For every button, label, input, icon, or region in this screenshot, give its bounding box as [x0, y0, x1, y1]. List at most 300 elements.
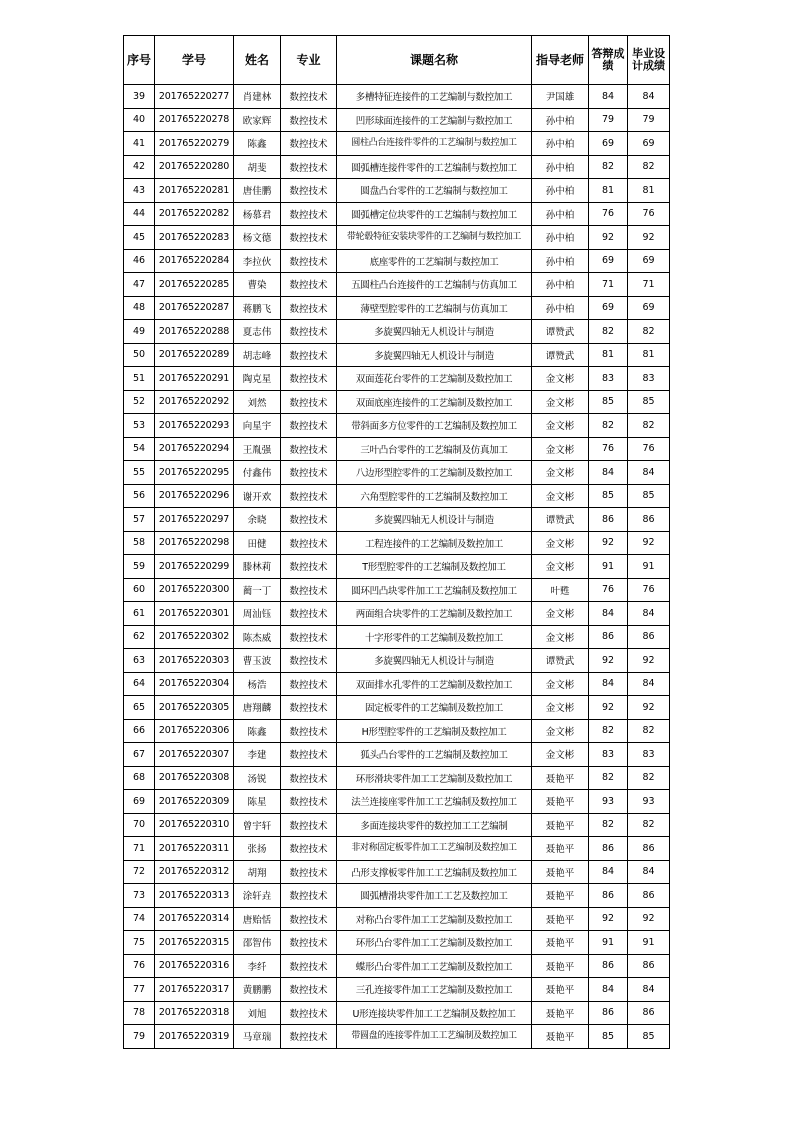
cell-student-id: 201765220283: [155, 226, 234, 250]
table-row: [124, 719, 670, 743]
cell-topic: 多旋翼四轴无人机设计与制造: [337, 343, 532, 367]
table-row: [124, 672, 670, 696]
cell-advisor: 孙中柏: [532, 249, 589, 273]
cell-design-score: 92: [628, 649, 670, 673]
cell-defense-score: 82: [589, 414, 628, 438]
cell-major: 数控技术: [281, 414, 337, 438]
cell-advisor: 谭赞武: [532, 343, 589, 367]
cell-defense-score: 86: [589, 954, 628, 978]
cell-topic: 带轮毂特征安装块零件的工艺编制与数控加工: [337, 226, 532, 250]
cell-major: 数控技术: [281, 273, 337, 297]
cell-topic: 底座零件的工艺编制与数控加工: [337, 249, 532, 273]
cell-name: 杨文德: [234, 226, 281, 250]
cell-name: 蒋鹏飞: [234, 296, 281, 320]
cell-no: 73: [124, 884, 155, 908]
cell-advisor: 孙中柏: [532, 155, 589, 179]
cell-defense-score: 83: [589, 367, 628, 391]
cell-advisor: 聂艳平: [532, 860, 589, 884]
cell-major: 数控技术: [281, 108, 337, 132]
cell-major: 数控技术: [281, 1001, 337, 1025]
table-body: [124, 85, 670, 1049]
cell-design-score: 84: [628, 85, 670, 109]
cell-name: 陈星: [234, 790, 281, 814]
header-student-id: 学号: [155, 36, 234, 85]
cell-advisor: 孙中柏: [532, 202, 589, 226]
cell-topic: 多旋翼四轴无人机设计与制造: [337, 649, 532, 673]
cell-no: 68: [124, 766, 155, 790]
cell-topic: 法兰连接座零件加工工艺编制及数控加工: [337, 790, 532, 814]
cell-design-score: 86: [628, 837, 670, 861]
cell-name: 肖建林: [234, 85, 281, 109]
cell-name: 胡翔: [234, 860, 281, 884]
table-row: [124, 790, 670, 814]
cell-design-score: 76: [628, 578, 670, 602]
cell-name: 黄鹏鹏: [234, 978, 281, 1002]
cell-student-id: 201765220304: [155, 672, 234, 696]
cell-defense-score: 82: [589, 766, 628, 790]
cell-student-id: 201765220313: [155, 884, 234, 908]
cell-major: 数控技术: [281, 1025, 337, 1049]
cell-advisor: 聂艳平: [532, 766, 589, 790]
cell-defense-score: 84: [589, 860, 628, 884]
cell-advisor: 聂艳平: [532, 1025, 589, 1049]
cell-student-id: 201765220278: [155, 108, 234, 132]
cell-major: 数控技术: [281, 954, 337, 978]
cell-topic: 三孔连接零件加工工艺编制及数控加工: [337, 978, 532, 1002]
cell-topic: 环形滑块零件加工工艺编制及数控加工: [337, 766, 532, 790]
cell-major: 数控技术: [281, 625, 337, 649]
cell-topic: 凸形支撑板零件加工工艺编制及数控加工: [337, 860, 532, 884]
cell-design-score: 85: [628, 1025, 670, 1049]
cell-student-id: 201765220319: [155, 1025, 234, 1049]
cell-no: 59: [124, 555, 155, 579]
table-row: [124, 837, 670, 861]
cell-no: 66: [124, 719, 155, 743]
cell-no: 56: [124, 484, 155, 508]
cell-student-id: 201765220308: [155, 766, 234, 790]
cell-design-score: 93: [628, 790, 670, 814]
grade-table: [123, 35, 670, 1049]
table-row: [124, 437, 670, 461]
cell-major: 数控技术: [281, 296, 337, 320]
cell-major: 数控技术: [281, 390, 337, 414]
cell-topic: 薄壁型腔零件的工艺编制与仿真加工: [337, 296, 532, 320]
cell-no: 55: [124, 461, 155, 485]
cell-design-score: 81: [628, 179, 670, 203]
cell-topic: 五圆柱凸台连接件的工艺编制与仿真加工: [337, 273, 532, 297]
table-row: [124, 249, 670, 273]
cell-topic: T形型腔零件的工艺编制及数控加工: [337, 555, 532, 579]
cell-defense-score: 76: [589, 202, 628, 226]
cell-design-score: 69: [628, 132, 670, 156]
cell-name: 刘然: [234, 390, 281, 414]
cell-student-id: 201765220302: [155, 625, 234, 649]
cell-defense-score: 91: [589, 555, 628, 579]
cell-topic: 圆环凹凸块零件加工工艺编制及数控加工: [337, 578, 532, 602]
cell-student-id: 201765220294: [155, 437, 234, 461]
cell-no: 51: [124, 367, 155, 391]
cell-student-id: 201765220312: [155, 860, 234, 884]
cell-advisor: 金文彬: [532, 414, 589, 438]
cell-no: 63: [124, 649, 155, 673]
cell-design-score: 85: [628, 390, 670, 414]
cell-major: 数控技术: [281, 696, 337, 720]
table-row: [124, 766, 670, 790]
table-row: [124, 484, 670, 508]
cell-topic: U形连接块零件加工工艺编制及数控加工: [337, 1001, 532, 1025]
table-row: [124, 461, 670, 485]
cell-advisor: 聂艳平: [532, 837, 589, 861]
cell-student-id: 201765220287: [155, 296, 234, 320]
cell-advisor: 聂艳平: [532, 931, 589, 955]
cell-name: 胡斐: [234, 155, 281, 179]
cell-major: 数控技术: [281, 437, 337, 461]
cell-name: 张扬: [234, 837, 281, 861]
cell-design-score: 76: [628, 437, 670, 461]
cell-advisor: 金文彬: [532, 719, 589, 743]
cell-defense-score: 85: [589, 484, 628, 508]
cell-no: 76: [124, 954, 155, 978]
cell-no: 62: [124, 625, 155, 649]
cell-defense-score: 82: [589, 813, 628, 837]
cell-student-id: 201765220309: [155, 790, 234, 814]
cell-no: 48: [124, 296, 155, 320]
table-row: [124, 179, 670, 203]
cell-name: 余晓: [234, 508, 281, 532]
table-row: [124, 696, 670, 720]
cell-major: 数控技术: [281, 179, 337, 203]
cell-no: 65: [124, 696, 155, 720]
cell-design-score: 82: [628, 719, 670, 743]
cell-design-score: 85: [628, 484, 670, 508]
cell-defense-score: 82: [589, 155, 628, 179]
cell-no: 45: [124, 226, 155, 250]
cell-topic: 圆柱凸台连接件零件的工艺编制与数控加工: [337, 132, 532, 156]
header-major: 专业: [281, 36, 337, 85]
cell-advisor: 金文彬: [532, 602, 589, 626]
cell-name: 马章瑞: [234, 1025, 281, 1049]
cell-topic: 多槽特征连接件的工艺编制与数控加工: [337, 85, 532, 109]
table-row: [124, 414, 670, 438]
cell-major: 数控技术: [281, 719, 337, 743]
cell-no: 79: [124, 1025, 155, 1049]
table-row: [124, 367, 670, 391]
cell-major: 数控技术: [281, 531, 337, 555]
table-row: [124, 743, 670, 767]
cell-no: 60: [124, 578, 155, 602]
cell-major: 数控技术: [281, 743, 337, 767]
cell-advisor: 金文彬: [532, 696, 589, 720]
cell-defense-score: 91: [589, 931, 628, 955]
cell-design-score: 86: [628, 954, 670, 978]
cell-no: 50: [124, 343, 155, 367]
table-row: [124, 1025, 670, 1049]
cell-student-id: 201765220284: [155, 249, 234, 273]
cell-advisor: 金文彬: [532, 672, 589, 696]
cell-no: 44: [124, 202, 155, 226]
header-row: [124, 36, 670, 85]
cell-student-id: 201765220296: [155, 484, 234, 508]
cell-design-score: 86: [628, 884, 670, 908]
cell-name: 杨浩: [234, 672, 281, 696]
cell-name: 夏志伟: [234, 320, 281, 344]
cell-student-id: 201765220279: [155, 132, 234, 156]
cell-design-score: 92: [628, 907, 670, 931]
cell-topic: 双面莲花台零件的工艺编制及数控加工: [337, 367, 532, 391]
cell-advisor: 聂艳平: [532, 954, 589, 978]
table-row: [124, 625, 670, 649]
cell-name: 谢开欢: [234, 484, 281, 508]
table-row: [124, 85, 670, 109]
cell-design-score: 91: [628, 555, 670, 579]
cell-major: 数控技术: [281, 931, 337, 955]
cell-name: 陶克星: [234, 367, 281, 391]
cell-name: 李纤: [234, 954, 281, 978]
cell-name: 王胤强: [234, 437, 281, 461]
cell-name: 唐翔麟: [234, 696, 281, 720]
cell-defense-score: 84: [589, 602, 628, 626]
cell-defense-score: 69: [589, 132, 628, 156]
cell-no: 54: [124, 437, 155, 461]
cell-no: 75: [124, 931, 155, 955]
cell-no: 41: [124, 132, 155, 156]
cell-design-score: 82: [628, 766, 670, 790]
cell-student-id: 201765220314: [155, 907, 234, 931]
cell-name: 曾宇轩: [234, 813, 281, 837]
cell-no: 52: [124, 390, 155, 414]
cell-defense-score: 76: [589, 437, 628, 461]
header-name: 姓名: [234, 36, 281, 85]
cell-advisor: 谭赞武: [532, 320, 589, 344]
cell-design-score: 84: [628, 461, 670, 485]
cell-defense-score: 84: [589, 978, 628, 1002]
cell-advisor: 叶甦: [532, 578, 589, 602]
cell-no: 46: [124, 249, 155, 273]
cell-student-id: 201765220315: [155, 931, 234, 955]
cell-student-id: 201765220307: [155, 743, 234, 767]
cell-name: 周汕钰: [234, 602, 281, 626]
cell-name: 汤锐: [234, 766, 281, 790]
table-row: [124, 813, 670, 837]
cell-topic: 多面连接块零件的数控加工工艺编制: [337, 813, 532, 837]
cell-advisor: 孙中柏: [532, 179, 589, 203]
cell-defense-score: 84: [589, 85, 628, 109]
cell-topic: 圆弧槽定位块零件的工艺编制与数控加工: [337, 202, 532, 226]
cell-design-score: 82: [628, 813, 670, 837]
cell-no: 72: [124, 860, 155, 884]
cell-advisor: 孙中柏: [532, 226, 589, 250]
cell-defense-score: 82: [589, 320, 628, 344]
cell-no: 71: [124, 837, 155, 861]
table-row: [124, 508, 670, 532]
cell-advisor: 金文彬: [532, 390, 589, 414]
cell-design-score: 83: [628, 367, 670, 391]
cell-student-id: 201765220301: [155, 602, 234, 626]
cell-design-score: 86: [628, 625, 670, 649]
cell-design-score: 86: [628, 508, 670, 532]
cell-student-id: 201765220299: [155, 555, 234, 579]
cell-name: 刘旭: [234, 1001, 281, 1025]
cell-no: 40: [124, 108, 155, 132]
table-row: [124, 108, 670, 132]
cell-topic: 带圆盘的连接零件加工工艺编制及数控加工: [337, 1025, 532, 1049]
cell-student-id: 201765220292: [155, 390, 234, 414]
cell-name: 李建: [234, 743, 281, 767]
cell-design-score: 84: [628, 860, 670, 884]
cell-no: 53: [124, 414, 155, 438]
cell-no: 70: [124, 813, 155, 837]
cell-name: 向星宇: [234, 414, 281, 438]
cell-name: 胡志峰: [234, 343, 281, 367]
cell-defense-score: 86: [589, 837, 628, 861]
cell-topic: 对称凸台零件加工工艺编制及数控加工: [337, 907, 532, 931]
table-row: [124, 884, 670, 908]
cell-major: 数控技术: [281, 978, 337, 1002]
cell-defense-score: 84: [589, 672, 628, 696]
cell-defense-score: 93: [589, 790, 628, 814]
cell-defense-score: 92: [589, 907, 628, 931]
cell-topic: 凹形球面连接件的工艺编制与数控加工: [337, 108, 532, 132]
cell-defense-score: 79: [589, 108, 628, 132]
cell-defense-score: 71: [589, 273, 628, 297]
cell-defense-score: 84: [589, 461, 628, 485]
cell-no: 58: [124, 531, 155, 555]
cell-name: 曹玉波: [234, 649, 281, 673]
cell-major: 数控技术: [281, 85, 337, 109]
cell-design-score: 84: [628, 602, 670, 626]
cell-advisor: 金文彬: [532, 743, 589, 767]
cell-topic: H形型腔零件的工艺编制及数控加工: [337, 719, 532, 743]
cell-no: 77: [124, 978, 155, 1002]
table-row: [124, 202, 670, 226]
cell-topic: 环形凸台零件加工工艺编制及数控加工: [337, 931, 532, 955]
cell-no: 69: [124, 790, 155, 814]
cell-topic: 两面组合块零件的工艺编制及数控加工: [337, 602, 532, 626]
cell-student-id: 201765220291: [155, 367, 234, 391]
cell-major: 数控技术: [281, 508, 337, 532]
table-row: [124, 907, 670, 931]
cell-design-score: 92: [628, 531, 670, 555]
cell-design-score: 91: [628, 931, 670, 955]
table-row: [124, 578, 670, 602]
cell-no: 61: [124, 602, 155, 626]
cell-no: 74: [124, 907, 155, 931]
cell-defense-score: 82: [589, 719, 628, 743]
header-no: 序号: [124, 36, 155, 85]
table-row: [124, 343, 670, 367]
cell-design-score: 82: [628, 414, 670, 438]
cell-advisor: 孙中柏: [532, 273, 589, 297]
cell-student-id: 201765220289: [155, 343, 234, 367]
cell-defense-score: 92: [589, 226, 628, 250]
cell-topic: 六角型腔零件的工艺编制及数控加工: [337, 484, 532, 508]
cell-name: 欧家辉: [234, 108, 281, 132]
table-row: [124, 931, 670, 955]
cell-defense-score: 81: [589, 343, 628, 367]
cell-major: 数控技术: [281, 790, 337, 814]
cell-design-score: 92: [628, 696, 670, 720]
cell-major: 数控技术: [281, 132, 337, 156]
cell-name: 蔺一丁: [234, 578, 281, 602]
cell-defense-score: 83: [589, 743, 628, 767]
cell-name: 滕林莉: [234, 555, 281, 579]
table-row: [124, 320, 670, 344]
cell-advisor: 尹国雄: [532, 85, 589, 109]
cell-advisor: 孙中柏: [532, 296, 589, 320]
cell-major: 数控技术: [281, 907, 337, 931]
cell-topic: 多旋翼四轴无人机设计与制造: [337, 508, 532, 532]
cell-name: 唐贻恬: [234, 907, 281, 931]
cell-major: 数控技术: [281, 578, 337, 602]
cell-topic: 多旋翼四轴无人机设计与制造: [337, 320, 532, 344]
cell-topic: 圆弧槽滑块零件加工工艺及数控加工: [337, 884, 532, 908]
cell-design-score: 79: [628, 108, 670, 132]
cell-defense-score: 76: [589, 578, 628, 602]
table-row: [124, 978, 670, 1002]
table-row: [124, 555, 670, 579]
cell-student-id: 201765220306: [155, 719, 234, 743]
cell-student-id: 201765220316: [155, 954, 234, 978]
cell-name: 邵智伟: [234, 931, 281, 955]
cell-student-id: 201765220318: [155, 1001, 234, 1025]
cell-topic: 固定板零件的工艺编制及数控加工: [337, 696, 532, 720]
cell-student-id: 201765220282: [155, 202, 234, 226]
cell-major: 数控技术: [281, 484, 337, 508]
header-topic: 课题名称: [337, 36, 532, 85]
table-row: [124, 860, 670, 884]
cell-topic: 带斜面多方位零件的工艺编制及数控加工: [337, 414, 532, 438]
cell-topic: 十字形零件的工艺编制及数控加工: [337, 625, 532, 649]
table-row: [124, 132, 670, 156]
cell-advisor: 聂艳平: [532, 907, 589, 931]
table-row: [124, 602, 670, 626]
cell-no: 67: [124, 743, 155, 767]
cell-advisor: 金文彬: [532, 367, 589, 391]
cell-advisor: 聂艳平: [532, 790, 589, 814]
cell-advisor: 聂艳平: [532, 1001, 589, 1025]
table-row: [124, 531, 670, 555]
cell-advisor: 金文彬: [532, 484, 589, 508]
cell-major: 数控技术: [281, 672, 337, 696]
cell-name: 涂轩垚: [234, 884, 281, 908]
cell-major: 数控技术: [281, 813, 337, 837]
cell-student-id: 201765220285: [155, 273, 234, 297]
cell-advisor: 谭赞武: [532, 508, 589, 532]
cell-defense-score: 81: [589, 179, 628, 203]
cell-defense-score: 86: [589, 625, 628, 649]
cell-student-id: 201765220280: [155, 155, 234, 179]
cell-no: 43: [124, 179, 155, 203]
cell-design-score: 71: [628, 273, 670, 297]
cell-topic: 八边形型腔零件的工艺编制及数控加工: [337, 461, 532, 485]
cell-student-id: 201765220303: [155, 649, 234, 673]
cell-design-score: 76: [628, 202, 670, 226]
cell-design-score: 82: [628, 320, 670, 344]
cell-student-id: 201765220277: [155, 85, 234, 109]
cell-student-id: 201765220293: [155, 414, 234, 438]
cell-defense-score: 85: [589, 390, 628, 414]
cell-student-id: 201765220310: [155, 813, 234, 837]
cell-design-score: 83: [628, 743, 670, 767]
cell-student-id: 201765220281: [155, 179, 234, 203]
cell-major: 数控技术: [281, 155, 337, 179]
cell-defense-score: 69: [589, 249, 628, 273]
cell-design-score: 84: [628, 672, 670, 696]
cell-name: 付鑫伟: [234, 461, 281, 485]
cell-defense-score: 86: [589, 884, 628, 908]
cell-defense-score: 86: [589, 1001, 628, 1025]
cell-topic: 三叶凸台零件的工艺编制及仿真加工: [337, 437, 532, 461]
